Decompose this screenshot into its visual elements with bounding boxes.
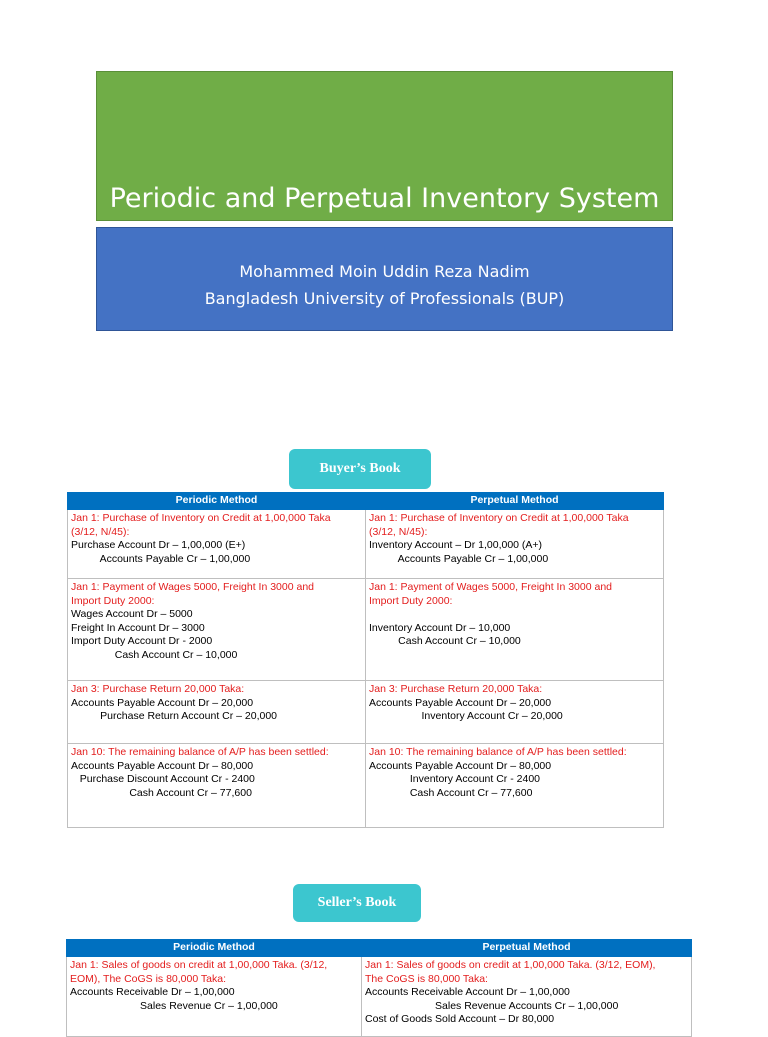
perpetual-entry-cell [366,510,664,579]
perpetual-entry-cell [362,957,692,1037]
table-row [68,579,664,681]
perpetual-entry-cell [366,681,664,744]
journal-line: Cash Account Cr – 77,600 [369,786,533,799]
journal-line: Purchase Return Account Cr – 20,000 [71,710,278,722]
transaction-heading: Jan 3: Purchase Return 20,000 Taka: [71,683,245,695]
transaction-heading: Import Duty 2000: [71,594,155,607]
journal-line: Accounts Payable Account Dr – 80,000 [71,759,254,772]
journal-line: Cash Account Cr – 10,000 [71,648,238,661]
journal-line: Inventory Account Dr – 10,000 [369,621,511,634]
periodic-header: Periodic Method [68,493,366,510]
transaction-heading: Jan 1: Payment of Wages 5000, Freight In 3000 and [369,581,613,593]
periodic-entry-cell [68,579,366,681]
transaction-heading: Jan 1: Sales of goods on credit at 1,00,000 Taka. (3/12, [70,959,328,971]
journal-line: Freight In Account Dr – 3000 [71,621,205,634]
journal-line: Sales Revenue Cr – 1,00,000 [70,999,278,1012]
perpetual-header: Perpetual Method [366,493,664,510]
periodic-entry-cell [68,744,366,828]
journal-line: Wages Account Dr – 5000 [71,608,193,620]
transaction-heading: Jan 1: Payment of Wages 5000, Freight In 3000 and [71,581,315,593]
perpetual-entry-cell [366,579,664,681]
transaction-heading: The CoGS is 80,000 Taka: [365,972,488,985]
journal-line: Cash Account Cr – 10,000 [369,635,521,647]
journal-line: Inventory Account Cr - 2400 [369,773,540,785]
table-row [67,957,692,1037]
table-row [68,681,664,744]
journal-line: Accounts Payable Account Dr – 80,000 [369,759,552,772]
journal-line: Accounts Payable Account Dr – 20,000 [369,696,552,709]
transaction-heading: (3/12, N/45): [71,525,130,538]
periodic-header: Periodic Method [67,940,362,957]
journal-line: Inventory Account – Dr 1,00,000 (A+) [369,539,543,551]
journal-line: Cost of Goods Sold Account – Dr 80,000 [365,1013,555,1025]
author-name: Mohammed Moin Uddin Reza Nadim [239,262,530,281]
journal-line: Inventory Account Cr – 20,000 [369,710,563,722]
transaction-heading: Jan 3: Purchase Return 20,000 Taka: [369,683,543,695]
journal-line: Purchase Discount Account Cr - 2400 [71,773,255,785]
journal-line: Import Duty Account Dr - 2000 [71,635,213,647]
journal-line: Accounts Payable Cr – 1,00,000 [71,552,251,565]
journal-line: Cash Account Cr – 77,600 [71,786,252,799]
table-row [68,510,664,579]
periodic-entry-cell [68,510,366,579]
transaction-heading: Jan 10: The remaining balance of A/P has been settled: [71,746,329,758]
journal-line: Accounts Receivable Dr – 1,00,000 [70,986,235,998]
periodic-entry-cell [68,681,366,744]
perpetual-header: Perpetual Method [362,940,692,957]
buyers-book-table [67,492,664,828]
journal-line: Purchase Account Dr – 1,00,000 (E+) [71,539,246,551]
periodic-entry-cell [67,957,362,1037]
transaction-heading: Jan 10: The remaining balance of A/P has been settled: [369,746,627,758]
perpetual-entry-cell [366,744,664,828]
journal-line: Sales Revenue Accounts Cr – 1,00,000 [365,999,619,1012]
transaction-heading: EOM), The CoGS is 80,000 Taka: [70,972,227,985]
institution-name: Bangladesh University of Professionals (BUP) [204,289,565,308]
sellers-book-label: Seller’s Book [293,884,421,922]
buyers-book-label: Buyer’s Book [289,449,431,489]
transaction-heading: Jan 1: Purchase of Inventory on Credit at 1,00,000 Taka [71,512,331,524]
transaction-heading: Import Duty 2000: [369,594,453,607]
transaction-heading: Jan 1: Purchase of Inventory on Credit at 1,00,000 Taka [369,512,629,524]
table-row [68,744,664,828]
journal-line [369,608,661,622]
journal-line: Accounts Payable Account Dr – 20,000 [71,696,254,709]
journal-line: Accounts Payable Cr – 1,00,000 [369,552,549,565]
page-title: Periodic and Perpetual Inventory System [109,183,660,214]
sellers-book-table [66,939,692,1037]
journal-line: Accounts Receivable Account Dr – 1,00,000 [365,986,570,998]
transaction-heading: (3/12, N/45): [369,525,428,538]
transaction-heading: Jan 1: Sales of goods on credit at 1,00,000 Taka. (3/12, EOM), [365,959,656,971]
